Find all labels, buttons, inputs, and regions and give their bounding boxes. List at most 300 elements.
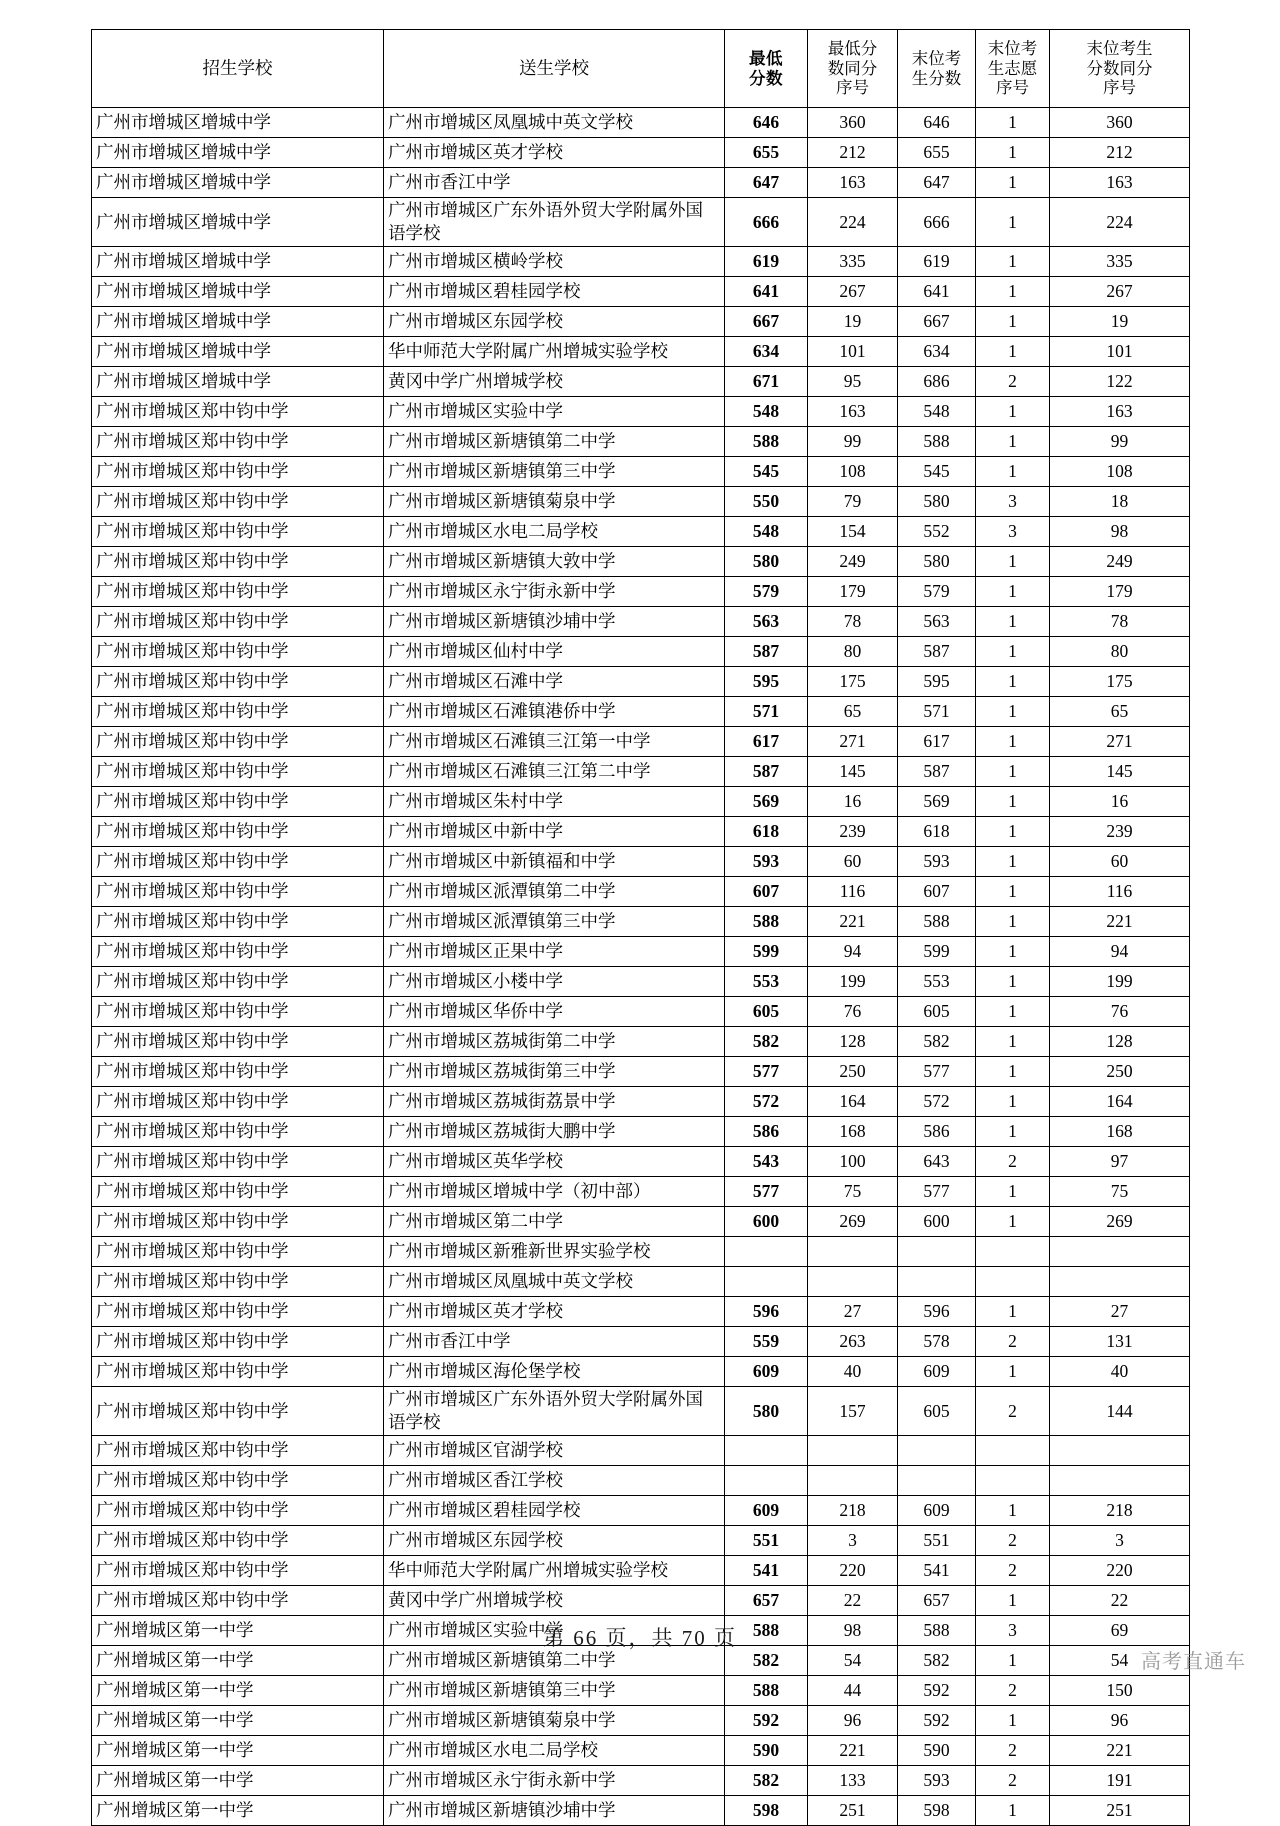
cell-last-student-score-rank [1050,1466,1190,1496]
cell-min-score: 600 [725,1207,808,1237]
cell-min-score-rank: 95 [808,367,898,397]
cell-last-student-wish-rank: 1 [976,138,1050,168]
cell-sending-school: 广州市增城区荔城街大鹏中学 [384,1117,725,1147]
cell-last-student-wish-rank: 1 [976,817,1050,847]
cell-min-score-rank: 44 [808,1676,898,1706]
cell-last-student-score: 598 [898,1796,976,1826]
cell-receiving-school: 广州市增城区郑中钧中学 [92,1526,384,1556]
cell-last-student-score: 657 [898,1586,976,1616]
cell-min-score: 657 [725,1586,808,1616]
cell-receiving-school: 广州市增城区增城中学 [92,138,384,168]
cell-min-score-rank: 218 [808,1496,898,1526]
cell-last-student-score: 599 [898,937,976,967]
cell-min-score-rank: 96 [808,1706,898,1736]
table-header [92,30,1190,108]
cell-min-score-rank: 157 [808,1387,898,1436]
cell-last-student-wish-rank: 2 [976,1327,1050,1357]
cell-min-score: 577 [725,1057,808,1087]
table-row [92,108,1190,138]
cell-sending-school: 广州市增城区正果中学 [384,937,725,967]
cell-last-student-score: 634 [898,337,976,367]
cell-min-score [725,1267,808,1297]
cell-last-student-wish-rank: 3 [976,1616,1050,1646]
table-row [92,1387,1190,1436]
wish-rank-line-2: 生志愿 [987,58,1038,78]
cell-min-score-rank: 78 [808,607,898,637]
cell-receiving-school: 广州市增城区郑中钧中学 [92,1117,384,1147]
cell-last-student-score-rank: 335 [1050,247,1190,277]
cell-last-student-score: 667 [898,307,976,337]
cell-receiving-school: 广州市增城区增城中学 [92,247,384,277]
cell-receiving-school: 广州增城区第一中学 [92,1616,384,1646]
cell-last-student-wish-rank: 2 [976,1766,1050,1796]
cell-last-student-score: 580 [898,547,976,577]
cell-min-score-rank: 267 [808,277,898,307]
cell-min-score-rank: 220 [808,1556,898,1586]
cell-min-score: 588 [725,427,808,457]
cell-min-score: 647 [725,168,808,198]
cell-receiving-school: 广州市增城区郑中钧中学 [92,637,384,667]
cell-min-score [725,1466,808,1496]
cell-min-score: 541 [725,1556,808,1586]
cell-min-score-rank: 76 [808,997,898,1027]
cell-min-score: 599 [725,937,808,967]
cell-min-score: 619 [725,247,808,277]
cell-last-student-wish-rank: 1 [976,1177,1050,1207]
cell-min-score: 559 [725,1327,808,1357]
table-row [92,1436,1190,1466]
cell-min-score-rank: 116 [808,877,898,907]
table-row [92,457,1190,487]
table-row [92,547,1190,577]
cell-last-student-wish-rank: 1 [976,937,1050,967]
cell-last-student-score: 541 [898,1556,976,1586]
cell-receiving-school: 广州市增城区郑中钧中学 [92,1327,384,1357]
min-score-line-2: 分数 [749,68,783,88]
cell-sending-school: 广州市增城区荔城街荔景中学 [384,1087,725,1117]
cell-last-student-wish-rank: 1 [976,247,1050,277]
cell-last-student-wish-rank: 2 [976,1556,1050,1586]
cell-last-student-score: 607 [898,877,976,907]
cell-sending-school: 广州市增城区水电二局学校 [384,1736,725,1766]
cell-last-student-wish-rank [976,1466,1050,1496]
cell-last-student-score: 592 [898,1706,976,1736]
cell-receiving-school: 广州市增城区郑中钧中学 [92,457,384,487]
last-score-rank-line-3: 序号 [1103,78,1136,98]
cell-receiving-school: 广州市增城区郑中钧中学 [92,907,384,937]
cell-min-score-rank [808,1237,898,1267]
cell-receiving-school: 广州市增城区郑中钧中学 [92,727,384,757]
cell-sending-school: 广州市增城区小楼中学 [384,967,725,997]
cell-receiving-school: 广州市增城区郑中钧中学 [92,1207,384,1237]
cell-last-student-score-rank: 80 [1050,637,1190,667]
cell-sending-school: 广州市增城区东园学校 [384,307,725,337]
column-header-min-score-rank [808,30,898,108]
cell-last-student-wish-rank: 1 [976,277,1050,307]
cell-last-student-wish-rank: 1 [976,108,1050,138]
admission-score-table [91,29,1190,1826]
cell-last-student-score-rank: 76 [1050,997,1190,1027]
table-row [92,1207,1190,1237]
cell-last-student-score: 595 [898,667,976,697]
cell-min-score: 593 [725,847,808,877]
cell-sending-school: 广州市增城区广东外语外贸大学附属外国语学校 [384,198,725,247]
table-row [92,787,1190,817]
cell-last-student-wish-rank: 2 [976,367,1050,397]
cell-last-student-score [898,1466,976,1496]
wish-rank-line-3: 序号 [996,78,1029,98]
cell-last-student-wish-rank: 1 [976,1586,1050,1616]
cell-last-student-score-rank: 108 [1050,457,1190,487]
cell-min-score-rank: 100 [808,1147,898,1177]
cell-min-score-rank: 80 [808,637,898,667]
cell-sending-school: 广州市增城区石滩中学 [384,667,725,697]
cell-last-student-score: 569 [898,787,976,817]
cell-last-student-score-rank: 250 [1050,1057,1190,1087]
table-row [92,1297,1190,1327]
table-row [92,277,1190,307]
cell-sending-school: 广州市增城区新塘镇大敦中学 [384,547,725,577]
cell-sending-school: 广州市增城区横岭学校 [384,247,725,277]
cell-sending-school: 广州市增城区实验中学 [384,1616,725,1646]
cell-last-student-score: 609 [898,1496,976,1526]
cell-min-score: 553 [725,967,808,997]
cell-last-student-score-rank: 101 [1050,337,1190,367]
cell-min-score: 571 [725,697,808,727]
cell-sending-school: 黄冈中学广州增城学校 [384,367,725,397]
cell-last-student-wish-rank: 1 [976,397,1050,427]
cell-receiving-school: 广州市增城区增城中学 [92,108,384,138]
cell-receiving-school: 广州市增城区郑中钧中学 [92,577,384,607]
cell-sending-school: 华中师范大学附属广州增城实验学校 [384,337,725,367]
cell-min-score: 666 [725,198,808,247]
cell-min-score-rank: 271 [808,727,898,757]
cell-last-student-score-rank: 94 [1050,937,1190,967]
cell-receiving-school: 广州市增城区郑中钧中学 [92,787,384,817]
cell-receiving-school: 广州市增城区郑中钧中学 [92,427,384,457]
score-table-container [91,29,1189,1826]
cell-min-score: 586 [725,1117,808,1147]
cell-min-score: 671 [725,367,808,397]
cell-last-student-score-rank: 163 [1050,168,1190,198]
cell-min-score-rank: 60 [808,847,898,877]
cell-last-student-score: 586 [898,1117,976,1147]
cell-receiving-school: 广州市增城区增城中学 [92,307,384,337]
cell-min-score: 548 [725,517,808,547]
cell-last-student-wish-rank: 1 [976,967,1050,997]
table-body [92,108,1190,1826]
cell-min-score-rank: 360 [808,108,898,138]
cell-sending-school: 广州市增城区碧桂园学校 [384,1496,725,1526]
cell-last-student-score-rank: 60 [1050,847,1190,877]
last-score-line-2: 生分数 [911,68,962,88]
cell-last-student-score-rank: 96 [1050,1706,1190,1736]
cell-min-score: 545 [725,457,808,487]
cell-last-student-score-rank: 224 [1050,198,1190,247]
cell-receiving-school: 广州市增城区郑中钧中学 [92,607,384,637]
cell-min-score-rank: 335 [808,247,898,277]
cell-last-student-score-rank: 251 [1050,1796,1190,1826]
cell-min-score: 579 [725,577,808,607]
cell-min-score: 572 [725,1087,808,1117]
page-number-footer: 第 66 页，共 70 页 [543,1626,737,1650]
table-row [92,168,1190,198]
cell-min-score: 550 [725,487,808,517]
cell-min-score: 548 [725,397,808,427]
cell-min-score: 577 [725,1177,808,1207]
table-row [92,907,1190,937]
cell-last-student-score: 563 [898,607,976,637]
cell-last-student-wish-rank: 1 [976,1057,1050,1087]
cell-min-score-rank: 94 [808,937,898,967]
table-row [92,307,1190,337]
cell-sending-school: 华中师范大学附属广州增城实验学校 [384,1556,725,1586]
cell-min-score-rank: 65 [808,697,898,727]
cell-min-score-rank: 128 [808,1027,898,1057]
cell-last-student-score: 641 [898,277,976,307]
cell-receiving-school: 广州市增城区郑中钧中学 [92,757,384,787]
cell-receiving-school: 广州市增城区郑中钧中学 [92,1556,384,1586]
cell-last-student-score-rank: 199 [1050,967,1190,997]
cell-sending-school: 广州市增城区石滩镇三江第一中学 [384,727,725,757]
table-row [92,1237,1190,1267]
cell-last-student-score: 582 [898,1646,976,1676]
cell-last-student-score: 579 [898,577,976,607]
cell-last-student-wish-rank: 1 [976,1357,1050,1387]
cell-last-student-score: 580 [898,487,976,517]
cell-last-student-wish-rank: 2 [976,1676,1050,1706]
cell-min-score-rank: 263 [808,1327,898,1357]
cell-last-student-wish-rank: 1 [976,1646,1050,1676]
cell-last-student-wish-rank: 1 [976,667,1050,697]
cell-last-student-wish-rank: 1 [976,1207,1050,1237]
cell-receiving-school: 广州增城区第一中学 [92,1766,384,1796]
cell-last-student-score: 593 [898,847,976,877]
table-row [92,727,1190,757]
cell-last-student-score: 552 [898,517,976,547]
cell-last-student-score-rank: 164 [1050,1087,1190,1117]
cell-last-student-score: 582 [898,1027,976,1057]
cell-last-student-score: 593 [898,1766,976,1796]
cell-receiving-school: 广州市增城区郑中钧中学 [92,877,384,907]
table-row [92,1327,1190,1357]
cell-last-student-score: 605 [898,1387,976,1436]
cell-last-student-score-rank: 69 [1050,1616,1190,1646]
cell-sending-school: 广州市增城区新塘镇菊泉中学 [384,1706,725,1736]
cell-last-student-score-rank [1050,1237,1190,1267]
cell-last-student-wish-rank: 1 [976,787,1050,817]
cell-last-student-score: 617 [898,727,976,757]
cell-min-score: 551 [725,1526,808,1556]
cell-last-student-score-rank: 97 [1050,1147,1190,1177]
cell-receiving-school: 广州增城区第一中学 [92,1706,384,1736]
cell-min-score: 609 [725,1357,808,1387]
cell-receiving-school: 广州市增城区郑中钧中学 [92,1027,384,1057]
cell-last-student-score: 587 [898,757,976,787]
cell-min-score-rank: 249 [808,547,898,577]
cell-last-student-score-rank: 40 [1050,1357,1190,1387]
cell-last-student-score: 578 [898,1327,976,1357]
cell-last-student-score-rank: 78 [1050,607,1190,637]
cell-min-score [725,1436,808,1466]
cell-sending-school: 广州市增城区新塘镇第二中学 [384,1646,725,1676]
table-row [92,607,1190,637]
cell-min-score-rank [808,1466,898,1496]
cell-min-score-rank: 22 [808,1586,898,1616]
column-header-last-student-score [898,30,976,108]
cell-last-student-score-rank: 128 [1050,1027,1190,1057]
cell-last-student-score-rank: 239 [1050,817,1190,847]
column-header-last-student-score-rank [1050,30,1190,108]
cell-receiving-school: 广州市增城区郑中钧中学 [92,1087,384,1117]
cell-sending-school: 广州市增城区荔城街第二中学 [384,1027,725,1057]
cell-receiving-school: 广州增城区第一中学 [92,1676,384,1706]
cell-last-student-score: 596 [898,1297,976,1327]
cell-min-score-rank: 221 [808,907,898,937]
cell-last-student-wish-rank: 2 [976,1526,1050,1556]
cell-sending-school: 广州市增城区仙村中学 [384,637,725,667]
cell-last-student-wish-rank: 1 [976,307,1050,337]
cell-receiving-school: 广州市增城区郑中钧中学 [92,1177,384,1207]
cell-receiving-school: 广州市增城区郑中钧中学 [92,1357,384,1387]
cell-last-student-wish-rank: 1 [976,337,1050,367]
cell-receiving-school: 广州市增城区郑中钧中学 [92,1436,384,1466]
cell-min-score-rank: 239 [808,817,898,847]
cell-receiving-school: 广州市增城区郑中钧中学 [92,967,384,997]
cell-last-student-score-rank: 131 [1050,1327,1190,1357]
cell-min-score-rank [808,1267,898,1297]
cell-sending-school: 广州市增城区永宁街永新中学 [384,1766,725,1796]
cell-receiving-school: 广州市增城区郑中钧中学 [92,1237,384,1267]
cell-last-student-score: 618 [898,817,976,847]
table-row [92,247,1190,277]
cell-min-score-rank: 99 [808,427,898,457]
cell-min-score-rank: 40 [808,1357,898,1387]
cell-last-student-score: 600 [898,1207,976,1237]
cell-last-student-score: 609 [898,1357,976,1387]
cell-last-student-score-rank: 16 [1050,787,1190,817]
cell-receiving-school: 广州市增城区郑中钧中学 [92,1297,384,1327]
table-row [92,667,1190,697]
cell-min-score: 595 [725,667,808,697]
table-row [92,1556,1190,1586]
cell-last-student-wish-rank: 1 [976,727,1050,757]
cell-sending-school: 广州市增城区荔城街第三中学 [384,1057,725,1087]
cell-min-score-rank [808,1436,898,1466]
cell-last-student-score-rank: 163 [1050,397,1190,427]
cell-last-student-wish-rank: 1 [976,457,1050,487]
cell-receiving-school: 广州市增城区增城中学 [92,367,384,397]
cell-last-student-wish-rank: 1 [976,427,1050,457]
cell-sending-school: 广州市增城区派潭镇第二中学 [384,877,725,907]
cell-min-score: 618 [725,817,808,847]
cell-sending-school: 广州市增城区官湖学校 [384,1436,725,1466]
cell-last-student-score-rank: 116 [1050,877,1190,907]
cell-min-score-rank: 27 [808,1297,898,1327]
cell-min-score: 587 [725,757,808,787]
cell-min-score: 592 [725,1706,808,1736]
cell-last-student-wish-rank [976,1237,1050,1267]
cell-last-student-score: 647 [898,168,976,198]
table-row [92,1706,1190,1736]
cell-sending-school: 广州市香江中学 [384,168,725,198]
cell-last-student-score-rank: 191 [1050,1766,1190,1796]
cell-min-score: 634 [725,337,808,367]
table-row [92,817,1190,847]
column-header-receiving-school: 招生学校 [92,30,384,108]
cell-last-student-wish-rank: 1 [976,697,1050,727]
watermark-label: 高考直通车 [1141,1651,1246,1673]
table-row [92,757,1190,787]
column-header-sending-school: 送生学校 [384,30,725,108]
cell-min-score-rank: 175 [808,667,898,697]
min-score-rank-line-1: 最低分 [827,38,878,58]
table-row [92,397,1190,427]
table-header-row [92,30,1190,108]
cell-sending-school: 黄冈中学广州增城学校 [384,1586,725,1616]
cell-min-score-rank: 163 [808,168,898,198]
cell-min-score: 588 [725,1616,808,1646]
cell-last-student-score-rank: 144 [1050,1387,1190,1436]
cell-min-score: 646 [725,108,808,138]
cell-min-score: 596 [725,1297,808,1327]
cell-min-score-rank: 250 [808,1057,898,1087]
table-row [92,1586,1190,1616]
cell-last-student-score-rank: 99 [1050,427,1190,457]
cell-receiving-school: 广州市增城区增城中学 [92,198,384,247]
cell-last-student-score [898,1267,976,1297]
cell-last-student-score-rank: 150 [1050,1676,1190,1706]
cell-sending-school: 广州市香江中学 [384,1327,725,1357]
cell-last-student-score [898,1436,976,1466]
cell-sending-school: 广州市增城区石滩镇港侨中学 [384,697,725,727]
table-row [92,1496,1190,1526]
table-row [92,847,1190,877]
cell-last-student-wish-rank: 1 [976,637,1050,667]
cell-last-student-wish-rank: 1 [976,847,1050,877]
cell-min-score-rank: 251 [808,1796,898,1826]
cell-sending-school: 广州市增城区新塘镇第三中学 [384,1676,725,1706]
cell-last-student-score-rank: 218 [1050,1496,1190,1526]
cell-receiving-school: 广州市增城区郑中钧中学 [92,1466,384,1496]
cell-min-score-rank: 199 [808,967,898,997]
table-row [92,1526,1190,1556]
cell-min-score-rank: 54 [808,1646,898,1676]
table-row [92,367,1190,397]
cell-last-student-wish-rank: 1 [976,1796,1050,1826]
cell-last-student-score: 666 [898,198,976,247]
cell-min-score-rank: 98 [808,1616,898,1646]
cell-last-student-score-rank [1050,1267,1190,1297]
cell-sending-school: 广州市增城区石滩镇三江第二中学 [384,757,725,787]
table-row [92,1736,1190,1766]
cell-sending-school: 广州市增城区中新镇福和中学 [384,847,725,877]
cell-receiving-school: 广州市增城区郑中钧中学 [92,1267,384,1297]
cell-min-score-rank: 19 [808,307,898,337]
cell-sending-school: 广州市增城区永宁街永新中学 [384,577,725,607]
cell-receiving-school: 广州增城区第一中学 [92,1796,384,1826]
cell-last-student-wish-rank: 2 [976,1387,1050,1436]
cell-last-student-score-rank: 18 [1050,487,1190,517]
cell-min-score: 609 [725,1496,808,1526]
cell-min-score-rank: 133 [808,1766,898,1796]
cell-sending-school: 广州市增城区朱村中学 [384,787,725,817]
column-header-last-student-wish-rank [976,30,1050,108]
cell-last-student-score: 592 [898,1676,976,1706]
cell-min-score-rank: 179 [808,577,898,607]
table-row [92,1177,1190,1207]
cell-sending-school: 广州市增城区凤凰城中英文学校 [384,1267,725,1297]
